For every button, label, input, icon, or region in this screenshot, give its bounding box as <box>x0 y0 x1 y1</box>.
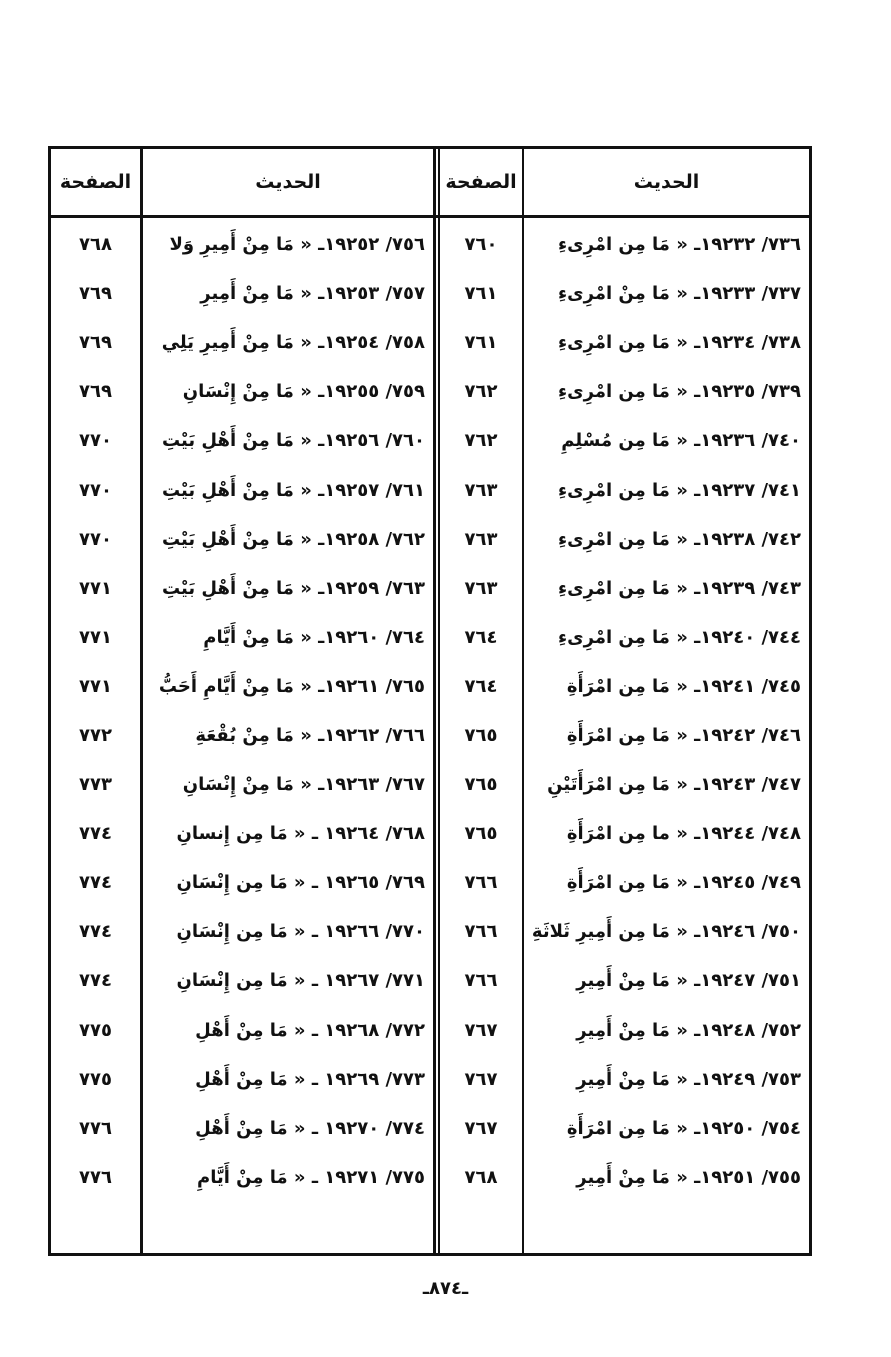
right-page-number: ٧٦٢ <box>464 430 498 452</box>
left-page-number: ٧٧١ <box>79 675 112 697</box>
table-row <box>51 1153 809 1202</box>
right-page-number: ٧٦٦ <box>464 872 498 894</box>
left-hadith-entry: ٧٦١/ ١٩٢٥٧ـ « مَا مِنْ أَهْلِ بَيْتِ <box>162 479 425 501</box>
left-hadith-entry: ٧٥٩/ ١٩٢٥٥ـ « مَا مِنْ إِنْسَانِ <box>182 381 425 403</box>
header-right-page: الصفحة <box>445 171 517 193</box>
table-row <box>51 907 809 956</box>
left-hadith-entry: ٧٧٠/ ١٩٢٦٦ ـ « مَا مِن إِنْسَانِ <box>176 921 425 943</box>
right-hadith-entry: ٧٤٥/ ١٩٢٤١ـ « مَا مِن امْرَأَةِ <box>566 675 801 697</box>
left-hadith-entry: ٧٦٠/ ١٩٢٥٦ـ « مَا مِنْ أَهْلِ بَيْتِ <box>162 430 425 452</box>
table-row <box>51 956 809 1005</box>
right-hadith-entry: ٧٤٧/ ١٩٢٤٣ـ « مَا مِن امْرَأَتَيْنِ <box>547 774 801 796</box>
left-hadith-entry: ٧٧٥/ ١٩٢٧١ ـ « مَا مِنْ أَيَّامِ <box>197 1166 425 1188</box>
left-hadith-entry: ٧٦٥/ ١٩٢٦١ـ « مَا مِنْ أَيَّامِ أَحَبُّ <box>158 675 425 697</box>
left-hadith-entry: ٧٧١/ ١٩٢٦٧ ـ « مَا مِن إِنْسَانِ <box>176 970 425 992</box>
table-row <box>51 564 809 613</box>
right-page-number: ٧٦٤ <box>464 675 498 697</box>
left-hadith-entry: ٧٧٢/ ١٩٢٦٨ ـ « مَا مِنْ أَهْلِ <box>195 1019 425 1041</box>
right-page-number: ٧٦٣ <box>464 479 498 501</box>
header-divider <box>51 215 809 218</box>
left-page-number: ٧٧١ <box>79 626 112 648</box>
left-page-number: ٧٧٥ <box>79 1019 112 1041</box>
right-page-number: ٧٦٥ <box>464 774 498 796</box>
left-page-number: ٧٧٠ <box>79 528 112 550</box>
right-page-number: ٧٦٦ <box>464 970 498 992</box>
table-row <box>51 711 809 760</box>
left-hadith-entry: ٧٧٣/ ١٩٢٦٩ ـ « مَا مِنْ أَهْلِ <box>195 1068 425 1090</box>
left-hadith-entry: ٧٦٦/ ١٩٢٦٢ـ « مَا مِنْ بُقْعَةِ <box>195 724 425 746</box>
table-row <box>51 416 809 465</box>
right-page-number: ٧٦٧ <box>464 1019 498 1041</box>
right-page-number: ٧٦٧ <box>464 1117 498 1139</box>
left-page-number: ٧٧٠ <box>79 479 112 501</box>
left-hadith-entry: ٧٦٣/ ١٩٢٥٩ـ « مَا مِنْ أَهْلِ بَيْتِ <box>162 577 425 599</box>
left-page-number: ٧٧٤ <box>79 921 112 943</box>
left-page-number: ٧٦٩ <box>79 332 112 354</box>
right-hadith-entry: ٧٤٦/ ١٩٢٤٢ـ « مَا مِن امْرَأَةِ <box>566 724 801 746</box>
right-hadith-entry: ٧٣٩/ ١٩٢٣٥ـ « مَا مِن امْرِىءِ <box>557 381 801 403</box>
left-page-number: ٧٧٠ <box>79 430 112 452</box>
table-row <box>51 1055 809 1104</box>
right-hadith-entry: ٧٣٨/ ١٩٢٣٤ـ « مَا مِن امْرِىءِ <box>557 332 801 354</box>
right-page-number: ٧٦٤ <box>464 626 498 648</box>
right-page-number: ٧٦١ <box>464 332 498 354</box>
right-page-number: ٧٦٨ <box>464 1166 498 1188</box>
header-left-hadith: الحديث <box>255 171 321 193</box>
table-row <box>51 1104 809 1153</box>
right-hadith-entry: ٧٤١/ ١٩٢٣٧ـ « مَا مِن امْرِىءِ <box>557 479 801 501</box>
table-rows <box>51 220 809 1202</box>
left-hadith-entry: ٧٦٤/ ١٩٢٦٠ـ « مَا مِنْ أَيَّامِ <box>203 626 425 648</box>
right-page-number: ٧٦٥ <box>464 724 498 746</box>
right-hadith-entry: ٧٥٠/ ١٩٢٤٦ـ « مَا مِن أَمِيرِ ثَلاثَةِ <box>531 921 801 943</box>
left-page-number: ٧٦٩ <box>79 283 112 305</box>
left-hadith-entry: ٧٧٤/ ١٩٢٧٠ ـ « مَا مِنْ أَهْلِ <box>195 1117 425 1139</box>
right-hadith-entry: ٧٤٤/ ١٩٢٤٠ـ « مَا مِن امْرِىءِ <box>557 626 801 648</box>
header-right-hadith: الحديث <box>633 171 700 193</box>
left-page-number: ٧٧٦ <box>79 1166 112 1188</box>
right-page-number: ٧٦٣ <box>464 528 498 550</box>
left-hadith-entry: ٧٦٩/ ١٩٢٦٥ ـ « مَا مِن إِنْسَانِ <box>176 872 425 894</box>
right-hadith-entry: ٧٤٢/ ١٩٢٣٨ـ « مَا مِن امْرِىءِ <box>557 528 801 550</box>
table-row <box>51 465 809 514</box>
right-page-number: ٧٦٠ <box>464 234 498 256</box>
table-row <box>51 515 809 564</box>
right-hadith-entry: ٧٥٣/ ١٩٢٤٩ـ « مَا مِنْ أَمِيرِ <box>576 1068 801 1090</box>
right-hadith-entry: ٧٣٧/ ١٩٢٣٣ـ « مَا مِنْ امْرِىءِ <box>557 283 801 305</box>
left-page-number: ٧٦٨ <box>79 234 112 256</box>
right-hadith-entry: ٧٥٤/ ١٩٢٥٠ـ « مَا مِن امْرَأَةِ <box>566 1117 801 1139</box>
table-row <box>51 613 809 662</box>
left-page-number: ٧٧٥ <box>79 1068 112 1090</box>
right-hadith-entry: ٧٤٨/ ١٩٢٤٤ـ « ما مِن امْرَأَةِ <box>566 823 801 845</box>
right-page-number: ٧٦٥ <box>464 823 498 845</box>
table-row <box>51 858 809 907</box>
left-page-number: ٧٧٣ <box>79 774 112 796</box>
left-page-number: ٧٦٩ <box>79 381 112 403</box>
right-hadith-entry: ٧٤٩/ ١٩٢٤٥ـ « مَا مِن امْرَأَةِ <box>566 872 801 894</box>
left-page-number: ٧٧٢ <box>79 724 112 746</box>
page-number: ـ٨٧٤ـ <box>422 1278 469 1299</box>
table-row <box>51 367 809 416</box>
right-page-number: ٧٦٧ <box>464 1068 498 1090</box>
right-hadith-entry: ٧٥١/ ١٩٢٤٧ـ « مَا مِنْ أَمِيرِ <box>576 970 801 992</box>
table-row <box>51 662 809 711</box>
left-hadith-entry: ٧٦٨/ ١٩٢٦٤ ـ « مَا مِن إِنسانِ <box>176 823 425 845</box>
table-row <box>51 269 809 318</box>
right-page-number: ٧٦١ <box>464 283 498 305</box>
table-row <box>51 318 809 367</box>
left-page-number: ٧٧٤ <box>79 823 112 845</box>
right-hadith-entry: ٧٥٥/ ١٩٢٥١ـ « مَا مِنْ أَمِيرِ <box>576 1166 801 1188</box>
left-hadith-entry: ٧٥٦/ ١٩٢٥٢ـ « مَا مِنْ أَمِيرِ وَلا <box>169 234 425 256</box>
table-row <box>51 809 809 858</box>
right-page-number: ٧٦٣ <box>464 577 498 599</box>
left-hadith-entry: ٧٦٢/ ١٩٢٥٨ـ « مَا مِنْ أَهْلِ بَيْتِ <box>162 528 425 550</box>
right-page-number: ٧٦٢ <box>464 381 498 403</box>
left-page-number: ٧٧٦ <box>79 1117 112 1139</box>
left-hadith-entry: ٧٦٧/ ١٩٢٦٣ـ « مَا مِنْ إِنْسَانِ <box>182 774 425 796</box>
left-page-number: ٧٧١ <box>79 577 112 599</box>
right-hadith-entry: ٧٤٣/ ١٩٢٣٩ـ « مَا مِن امْرِىءِ <box>557 577 801 599</box>
left-page-number: ٧٧٤ <box>79 872 112 894</box>
table-row <box>51 1006 809 1055</box>
table-row <box>51 760 809 809</box>
header-left-page: الصفحة <box>59 171 132 193</box>
table-row <box>51 220 809 269</box>
right-hadith-entry: ٧٤٠/ ١٩٢٣٦ـ « مَا مِن مُسْلِمِ <box>561 430 801 452</box>
left-hadith-entry: ٧٥٧/ ١٩٢٥٣ـ « مَا مِنْ أَمِيرِ <box>200 283 425 305</box>
left-hadith-entry: ٧٥٨/ ١٩٢٥٤ـ « مَا مِنْ أَمِيرِ يَلِي <box>161 332 425 354</box>
right-hadith-entry: ٧٣٦/ ١٩٢٣٢ـ « مَا مِن امْرِىءِ <box>557 234 801 256</box>
right-page-number: ٧٦٦ <box>464 921 498 943</box>
left-page-number: ٧٧٤ <box>79 970 112 992</box>
right-hadith-entry: ٧٥٢/ ١٩٢٤٨ـ « مَا مِنْ أَمِيرِ <box>576 1019 801 1041</box>
index-table <box>48 146 812 1256</box>
